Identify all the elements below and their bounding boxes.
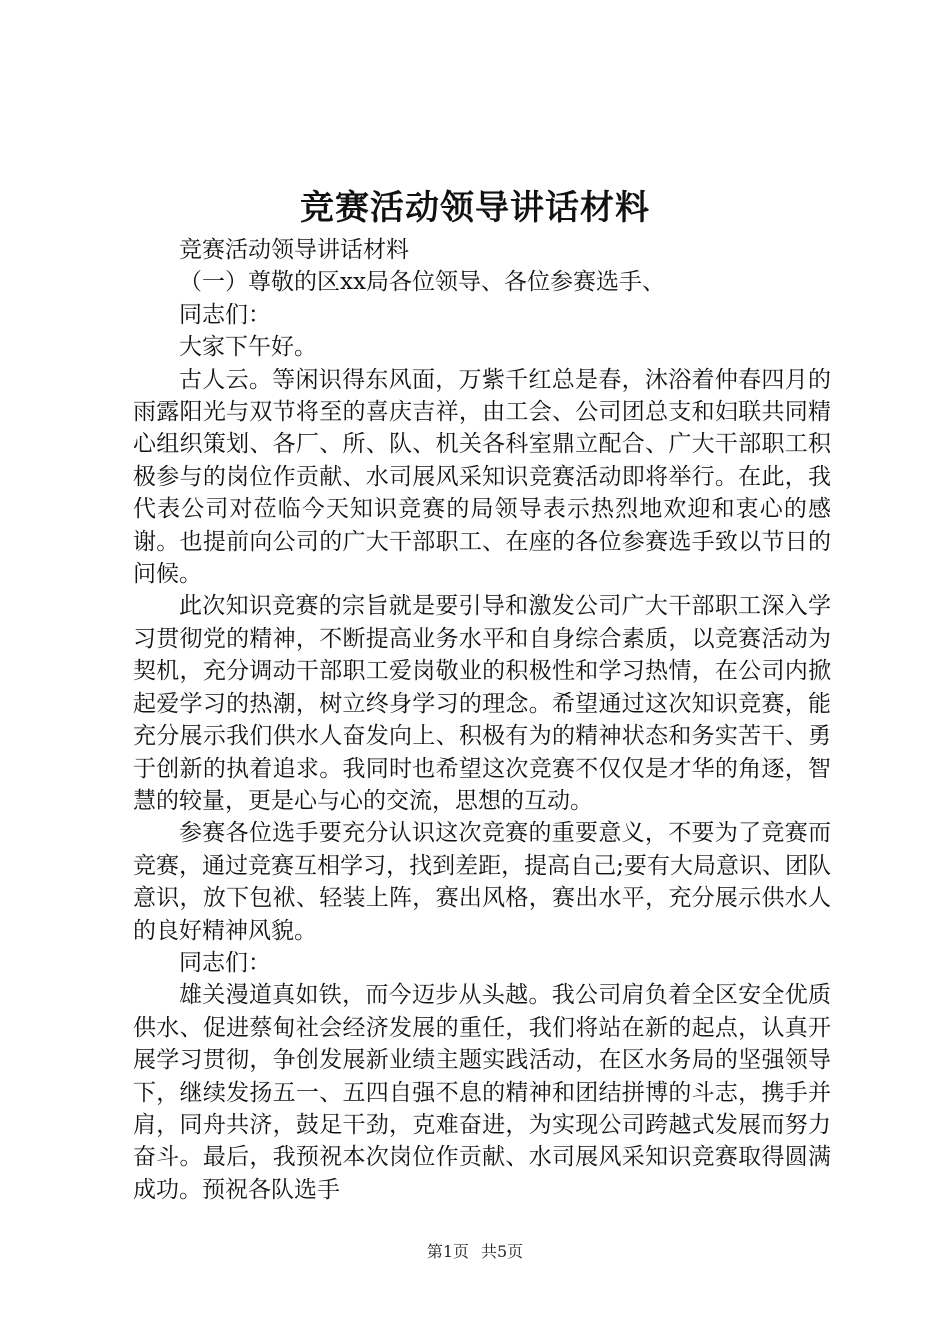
paragraph-greeting: 大家下午好。 [179, 334, 317, 361]
paragraph-closing: 雄关漫道真如铁，而今迈步从头越。我公司肩负着全区安全优质供水、促进蔡甸社会经济发展的重任，我们将站在新的起点，认真开展学习贯彻，争创发展新业绩主题实践活动，在区水务局的坚强领导下，继续发扬五一、五四自强不息的精神和团结拼博的斗志，携手并肩，同舟共济，鼓足干劲，克难奋进，为实现公司跨越式发展而努力奋斗。最后，我预祝本次岗位作贡献、水司展风采知识竞赛取得圆满成功。预祝各队选手 [133, 982, 831, 1203]
paragraph-comrades: 同志们： [179, 301, 271, 328]
paragraph-purpose: 此次知识竞赛的宗旨就是要引导和激发公司广大干部职工深入学习贯彻党的精神，不断提高业务水平和自身综合素质，以竞赛活动为契机，充分调动干部职工爱岗敬业的积极性和学习热情，在公司内掀起爱学习的热潮，树立终身学习的理念。希望通过这次知识竞赛，能充分展示我们供水人奋发向上、积极有为的精神状态和务实苦干、勇于创新的执着追求。我同时也希望这次竞赛不仅仅是才华的角逐，智慧的较量，更是心与心的交流，思想的互动。 [133, 593, 831, 814]
document-title: 竞赛活动领导讲话材料 [300, 188, 650, 228]
page-footer [0, 1241, 950, 1263]
page-total: 共5页 [481, 1242, 524, 1261]
paragraph-salutation: （一）尊敬的区xx局各位领导、各位参赛选手、 [179, 269, 665, 296]
paragraph-subtitle: 竞赛活动领导讲话材料 [179, 237, 409, 263]
page-number: 第1页 [426, 1242, 469, 1261]
paragraph-contestants: 参赛各位选手要充分认识这次竞赛的重要意义，不要为了竞赛而竞赛，通过竞赛互相学习，找到差距，提高自己;要有大局意识、团队意识，放下包袱、轻装上阵，赛出风格，赛出水平，充分展示供水人的良好精神风貌。 [133, 820, 831, 944]
document-body [133, 234, 831, 1206]
paragraph-comrades-2: 同志们： [179, 949, 271, 976]
paragraph-opening: 古人云。等闲识得东风面，万紫千红总是春，沐浴着仲春四月的雨露阳光与双节将至的喜庆吉祥，由工会、公司团总支和妇联共同精心组织策划、各厂、所、队、机关各科室鼎立配合、广大干部职工积极参与的岗位作贡献、水司展风采知识竞赛活动即将举行。在此，我代表公司对莅临今天知识竞赛的局领导表示热烈地欢迎和衷心的感谢。也提前向公司的广大干部职工、在座的各位参赛选手致以节日的问候。 [133, 366, 831, 588]
